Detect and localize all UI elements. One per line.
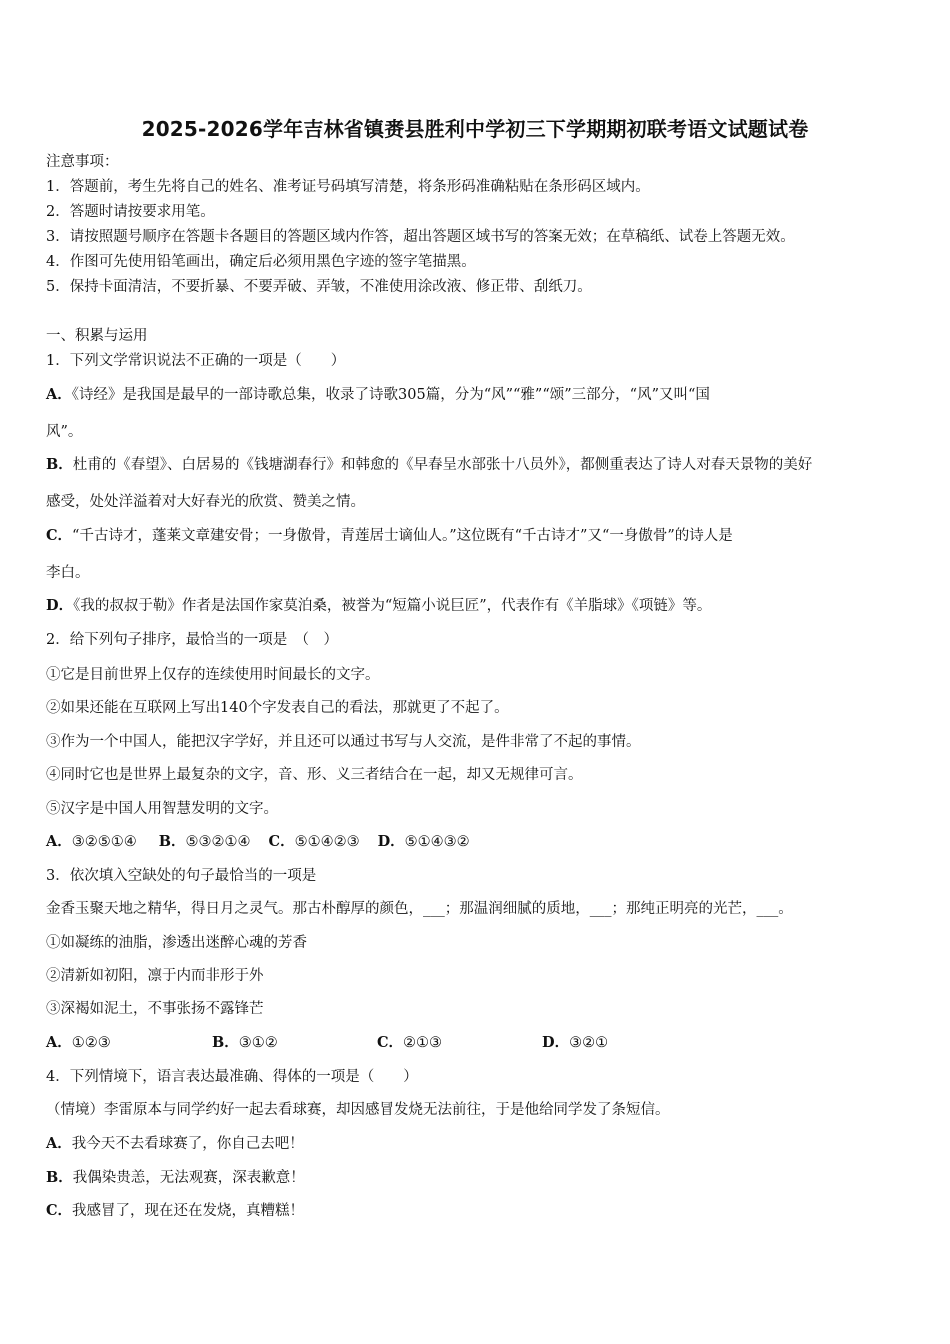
page-title: 2025-2026学年吉林省镇赉县胜利中学初三下学期期初联考语文试题试卷 bbox=[141, 117, 809, 141]
q2-option-d: ⑤①④③② bbox=[404, 834, 470, 850]
q3-passage: 金香玉聚天地之精华，得日月之灵气。那古朴醇厚的颜色，___；那温润细腻的质地，___；那纯正明亮的光芒，___。 bbox=[46, 901, 793, 917]
notice-heading: 注意事项： bbox=[46, 154, 119, 170]
notice-item-3: 3．请按照题号顺序在答题卡各题目的答题区域内作答，超出答题区域书写的答案无效；在草稿纸、试卷上答题无效。 bbox=[46, 229, 795, 245]
q3-option-d bbox=[542, 1034, 608, 1052]
q4-option-a-text: 我今天不去看球赛了，你自己去吧！ bbox=[71, 1136, 304, 1152]
q2-option-c-label: C． bbox=[268, 833, 295, 850]
q4-option-b-text: 我偶染贵恙，无法观赛，深表歉意！ bbox=[72, 1170, 305, 1186]
notice-item-2: 2．答题时请按要求用笔。 bbox=[46, 204, 215, 220]
notice-item-1: 1．答题前，考生先将自己的姓名、准考证号码填写清楚，将条形码准确粘贴在条形码区域内。 bbox=[46, 179, 650, 195]
q1-option-c-text: “千古诗才，蓬莱文章建安骨；一身傲骨，青莲居士谪仙人。”这位既有“千古诗才”又“一身傲骨”的诗人是 bbox=[72, 528, 733, 544]
q3-option-b bbox=[212, 1034, 278, 1052]
q2-option-a-label: A． bbox=[46, 833, 72, 850]
q3-option-a-label: A． bbox=[46, 1034, 72, 1051]
q2-option-a: ③②⑤①④ bbox=[71, 834, 137, 850]
q4-option-c-text: 我感冒了，现在还在发烧，真糟糕！ bbox=[72, 1203, 305, 1219]
q3-option-b-label: B． bbox=[212, 1034, 239, 1051]
q3-option-d-label: D． bbox=[542, 1034, 570, 1051]
q4-option-a-label: A． bbox=[46, 1135, 72, 1152]
q1-option-a-cont: 风”。 bbox=[46, 424, 83, 440]
q4-stem: 4．下列情境下，语言表达最准确、得体的一项是（ ） bbox=[46, 1069, 418, 1085]
notice-item-5: 5．保持卡面清洁，不要折暴、不要弄破、弄皱，不准使用涂改液、修正带、刮纸刀。 bbox=[46, 279, 592, 295]
section-heading: 一、积累与运用 bbox=[46, 328, 148, 344]
q3-option-c bbox=[377, 1034, 442, 1052]
q1-option-b-label: B． bbox=[46, 456, 73, 473]
q3-sentence-3: ③深褐如泥土，不事张扬不露锋芒 bbox=[46, 1001, 264, 1017]
q2-sentence-4: ④同时它也是世界上最复杂的文字，音、形、义三者结合在一起，却又无规律可言。 bbox=[46, 767, 583, 783]
q1-option-a-label: A． bbox=[46, 386, 72, 403]
q2-sentence-5: ⑤汉字是中国人用智慧发明的文字。 bbox=[46, 801, 278, 817]
q2-sentence-2: ②如果还能在互联网上写出140个字发表自己的看法，那就更了不起了。 bbox=[46, 700, 509, 716]
q3-option-a bbox=[46, 1034, 111, 1052]
q1-option-a-text: 《诗经》是我国是最早的一部诗歌总集，收录了诗歌305篇，分为“风”“雅”“颂”三部分，“风”又叫“国 bbox=[71, 387, 710, 403]
q4-option-c-label: C． bbox=[46, 1202, 73, 1219]
q3-option-d-text: ③②① bbox=[569, 1035, 609, 1051]
q2-option-d-label: D． bbox=[377, 833, 405, 850]
q3-option-c-text: ②①③ bbox=[403, 1035, 443, 1051]
q2-options bbox=[46, 833, 470, 851]
q2-sentence-1: ①它是目前世界上仅存的连续使用时间最长的文字。 bbox=[46, 667, 380, 683]
q3-option-b-text: ③①② bbox=[238, 1035, 278, 1051]
q4-context: （情境）李雷原本与同学约好一起去看球赛，却因感冒发烧无法前往，于是他给同学发了条短信。 bbox=[46, 1102, 670, 1118]
q1-option-c-label: C． bbox=[46, 527, 73, 544]
notice-item-4: 4．作图可先使用铅笔画出，确定后必须用黑色字迹的签字笔描黑。 bbox=[46, 254, 476, 270]
q1-option-c-cont: 李白。 bbox=[46, 565, 90, 581]
q3-sentence-1: ①如凝练的油脂，渗透出迷醉心魂的芳香 bbox=[46, 935, 307, 951]
q1-option-b-cont: 感受，处处洋溢着对大好春光的欣赏、赞美之情。 bbox=[46, 494, 365, 510]
q3-option-c-label: C． bbox=[377, 1034, 404, 1051]
q3-sentence-2: ②清新如初阳，凛于内而非形于外 bbox=[46, 968, 264, 984]
q2-sentence-3: ③作为一个中国人，能把汉字学好，并且还可以通过书写与人交流，是件非常了不起的事情。 bbox=[46, 734, 641, 750]
q1-stem: 1．下列文学常识说法不正确的一项是（ ） bbox=[46, 353, 346, 369]
q1-option-c bbox=[46, 527, 733, 545]
q1-option-d-text: 《我的叔叔于勒》作者是法国作家莫泊桑，被誉为“短篇小说巨匠”，代表作有《羊脂球》《项链》等。 bbox=[73, 598, 712, 614]
q1-option-b bbox=[46, 456, 812, 474]
q4-option-c bbox=[46, 1202, 304, 1220]
q1-option-d-label: D． bbox=[46, 597, 74, 614]
q4-option-b-label: B． bbox=[46, 1169, 73, 1186]
q4-option-b bbox=[46, 1169, 305, 1187]
q3-option-a-text: ①②③ bbox=[71, 1035, 111, 1051]
q4-option-a bbox=[46, 1135, 304, 1153]
q1-option-b-text: 杜甫的《春望》、白居易的《钱塘湖春行》和韩愈的《早春呈水部张十八员外》，都侧重表达了诗人对春天景物的美好 bbox=[72, 457, 813, 473]
q3-stem: 3．依次填入空缺处的句子最恰当的一项是 bbox=[46, 868, 317, 884]
q2-option-b-label: B． bbox=[158, 833, 186, 850]
q2-stem: 2．给下列句子排序，最恰当的一项是 （ ） bbox=[46, 632, 338, 648]
q2-option-c: ⑤①④②③ bbox=[294, 834, 360, 850]
q1-option-d bbox=[46, 597, 711, 615]
q2-option-b: ⑤③②①④ bbox=[185, 834, 251, 850]
q1-option-a bbox=[46, 386, 710, 404]
